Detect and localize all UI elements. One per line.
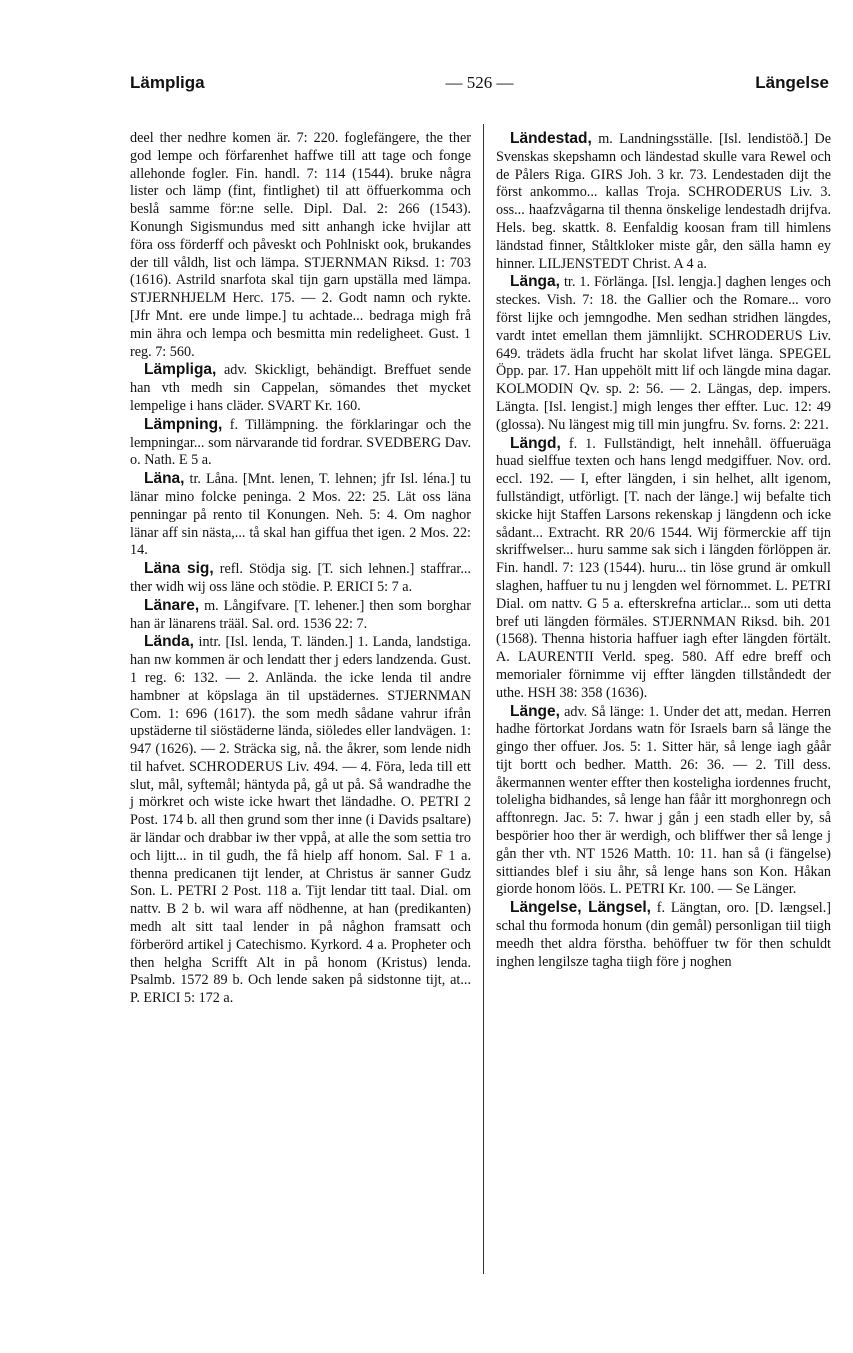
entry-headword: Lämpliga, (144, 361, 217, 379)
entry-text: m. Landningsställe. [Isl. lendistöð.] De Svenskas skepshamn och ländestad skulle vara Rewel och de Pålers Riga. GIRS Joh. 3 kr. 73. Lendestaden dijt the först ankommo... kallas Troja. SCHRODERUS Liv. 3. oss... haafzvågarna til thenna önskelige lendestadh drijfva. Hels. beg. skattk. 8. Eenfaldig koosan fram till himlens ländstad finner, Ståltkloker miste går, den sälla hamn ey hinner. LILJENSTEDT Christ. A 4 a. (496, 131, 832, 272)
entry-headword: Läna sig, (144, 560, 214, 578)
entry-text: adv. Skickligt, behändigt. Breffuet sende han vth medh sin Cappelan, sömandes thet mycket lempelige i hans cläder. SVART Kr. 160. (130, 362, 472, 414)
right-column (496, 130, 831, 971)
entry-headword: Lända, (144, 633, 194, 651)
dictionary-entry (130, 633, 471, 1008)
header-first-headword: Lämpliga (130, 73, 205, 92)
dictionary-entry (496, 130, 831, 273)
entry-headword: Lämpning, (144, 415, 223, 433)
dictionary-entry (130, 361, 471, 415)
entry-text: m. Långifvare. [T. lehener.] then som borghar han är länarens trääl. Sal. ord. 1536 22: 7. (130, 597, 471, 632)
dictionary-entry (130, 560, 471, 597)
entry-text: f. 1. Fullständigt, helt innehåll. öffueruäga huad sielffue texten och hans lengd medgiffuer. Nov. ord. eccl. 192. — I, efter längden, i sin helhet, allt igenom, fullständigt, utförligt. [T. nach der länge.] wij befalte tich skicke hijt Staffen Larsons rekenskap j längdenn och icke sådant... Extracht. RR 20/6 1544. Wij förmerckie aff tijn skriffwelser... huru samme sak sich i längden förlöppen är. Fin. handl. 7: 123 (1544). huru... tin löse grund är omkull slaghen, haffuer tu nu j lengden wel förnommet. L. PETRI Dial. om nattv. G 5 a. efterskrefna articlar... som uti detta bref uti längden förmäles. STJERNMAN Riksd. bih. 201 (1568). Thenna historia haffuer iagh efter längden förtält. A. LAURENTII Verld. speg. 580. Aff edre breff och memorialer förnimme vij effter längden tillståndedt der uthe. HSH 38: 358 (1636). (496, 435, 831, 701)
column-divider (483, 124, 484, 1274)
dictionary-entry (496, 273, 831, 434)
dictionary-entry (130, 416, 471, 470)
entry-headword: Länge, (510, 702, 560, 720)
dictionary-entry (130, 597, 471, 634)
entry-text: intr. [Isl. lenda, T. länden.] 1. Landa, landstiga. han nw kommen är och lendatt ther j eders landzenda. Gust. 1 reg. 6: 132. — 2. Anlända. the icke lenda til andre hambner at köpslaga än til upstädernes. STJERNMAN Com. 1: 696 (1617). the som medh sådane vahrur ifrån upstäderne til siöstäderne lända, siöledes eller landvägen. 1: 947 (1626). — 2. Sträcka sig, nå. the åkrer, som lende nidh til hafvet. SCHRODERUS Liv. 494. — 4. Föra, leda till ett slut, mål, syftemål; häntyda på, gå ut på. Så wandradhe the j mörkret och wiste icke hwart thet ländadhe. O. PETRI 2 Post. 174 b. all then grund som ther inne (i Davids psaltare) är ländar och drabbar iw ther vppå, at alle the som settia tro och lijtt... in til gudh, the få hielp aff honom. Sal. F 1 a. thenna predicanen tijt lender, at Christus är sanner Gudz Son. L. PETRI 2 Post. 118 a. Tijt lendar titt taal. Dial. om nattv. B 2 b. wil wara aff nödhenne, at han (predikanten) medh alt sitt taal lender in på någhon framsatt och förberörd artikel j Catechismo. Kyrkord. 4 a. Propheter och then helgha Scrifft Alt in på honom (Kristus) lenda. Psalmb. 1572 89 b. Och lende saken på sidstonne tijt, at... P. ERICI 5: 172 a. (130, 634, 472, 1007)
entry-text: deel ther nedhre komen är. 7: 220. foglefängere, the ther god lempe och förfarenhet haffwe till att tage och fonge allehonde fogler. Fin. handl. 7: 114 (1544). bruke några lister och lämp (fint, fintlighet) til att öffuerkomma och beslå samme för:ne selle. Dipl. Dal. 2: 266 (1543). Konungh Sigismundus med sitt anhangh icke hvijlar att föra oss förderff och påveskt och Pohlniskt ook, brukandes der till våldh, list och lämpa. STJERNMAN Riksd. 1: 703 (1616). Astrild snarfota skal tijn garn upställa med lämpa. STJERNHJELM Herc. 175. — 2. Godt namn och rykte. [Jfr Mnt. ere unde limpe.] tu achtade... bedraga migh frå min ähra och lempa och besmitta min redeligheet. Gust. 1 reg. 7: 560. (130, 130, 471, 360)
left-column (130, 130, 471, 1008)
entry-headword: Längd, (510, 434, 561, 452)
entry-text: f. Tillämpning. the förklaringar och the lempningar... som närvarande tid fordrar. SVEDBERG Dav. o. Nath. E 5 a. (130, 416, 471, 469)
entry-text: refl. Stödja sig. [T. sich lehnen.] staffrar... ther widh wij oss läne och stödie. P. ERICI 5: 7 a. (130, 561, 471, 595)
entry-headword: Länga, (510, 273, 560, 291)
entry-text: adv. Så länge: 1. Under det att, medan. Herren hadhe förtorkat Jordans watn för Israels barn så länge the gingo ther offuer. Jos. 5: 1. Sitter här, så lenge iagh gåår tijt bortt och bedher. Matth. 26: 36. — 2. Till dess. åkermannen wenter effter then kosteligha iordennes frucht, toleligha bidhandes, så lenge han fåår itt morghonregn och afftonregn. Jac. 5: 7. hwar j gån j een stadh eller by, så bespörier hoo ther är werdigh, och bliffwer ther så lenge j gån ther vth. NT 1526 Matth. 10: 11. han så (i fängelse) sittiandes blef i siu åhr, så lenge hans son Kon. Håkan giorde honom löös. L. PETRI Kr. 100. — Se Länger. (496, 703, 831, 898)
entry-text: tr. Låna. [Mnt. lenen, T. lehnen; jfr Isl. léna.] tu länar mino folcke peninga. 2 Mos. 22: 25. Lät oss läna penningar på rento til Konungen. Neh. 5: 4. Om naghor länar aff sin nästa,... tå skal han giffua thet igen. 2 Mos. 22: 14. (130, 471, 472, 559)
entry-headword: Längelse, Längsel, (510, 899, 651, 917)
entry-headword: Läna, (144, 470, 185, 488)
entry-text: tr. 1. Förlänga. [Isl. lengja.] daghen lenges och steckes. Vish. 7: 18. the Gallier och the Romare... voro först lijke och jemngodhe. Men sedhan stridhen längdes, vardt intet emellan them jämnlijkt. SCHRODERUS Liv. 649. trädets ädla frucht har skolat lifvet länga. SPEGEL Öpp. par. 17. Han uppehölt mitt lif och längde mina dagar. KOLMODIN Qv. sp. 2: 56. — 2. Längas, dep. impers. Längta. [Isl. lengist.] migh lenges ther effter. Luc. 12: 49 (glossa). Nu längest mig till min jungfru. Sv. forns. 2: 221. (496, 274, 832, 433)
dictionary-entry (130, 130, 471, 361)
dictionary-entry (130, 470, 471, 560)
header-last-headword: Längelse (755, 73, 829, 92)
dictionary-entry (496, 703, 831, 900)
dictionary-entry (496, 899, 831, 971)
entry-headword: Länare, (144, 596, 200, 614)
entry-text: f. Längtan, oro. [D. længsel.] schal thu formoda honum (din gemål) personligan tiil tiigh meedh thet aldra förstha. behöffuer tw för then schuldt inghen lengilsze tagha tiigh före j noghen (496, 900, 832, 970)
page-number: — 526 — (445, 73, 514, 92)
entry-headword: Ländestad, (510, 130, 592, 147)
dictionary-entry (496, 435, 831, 703)
